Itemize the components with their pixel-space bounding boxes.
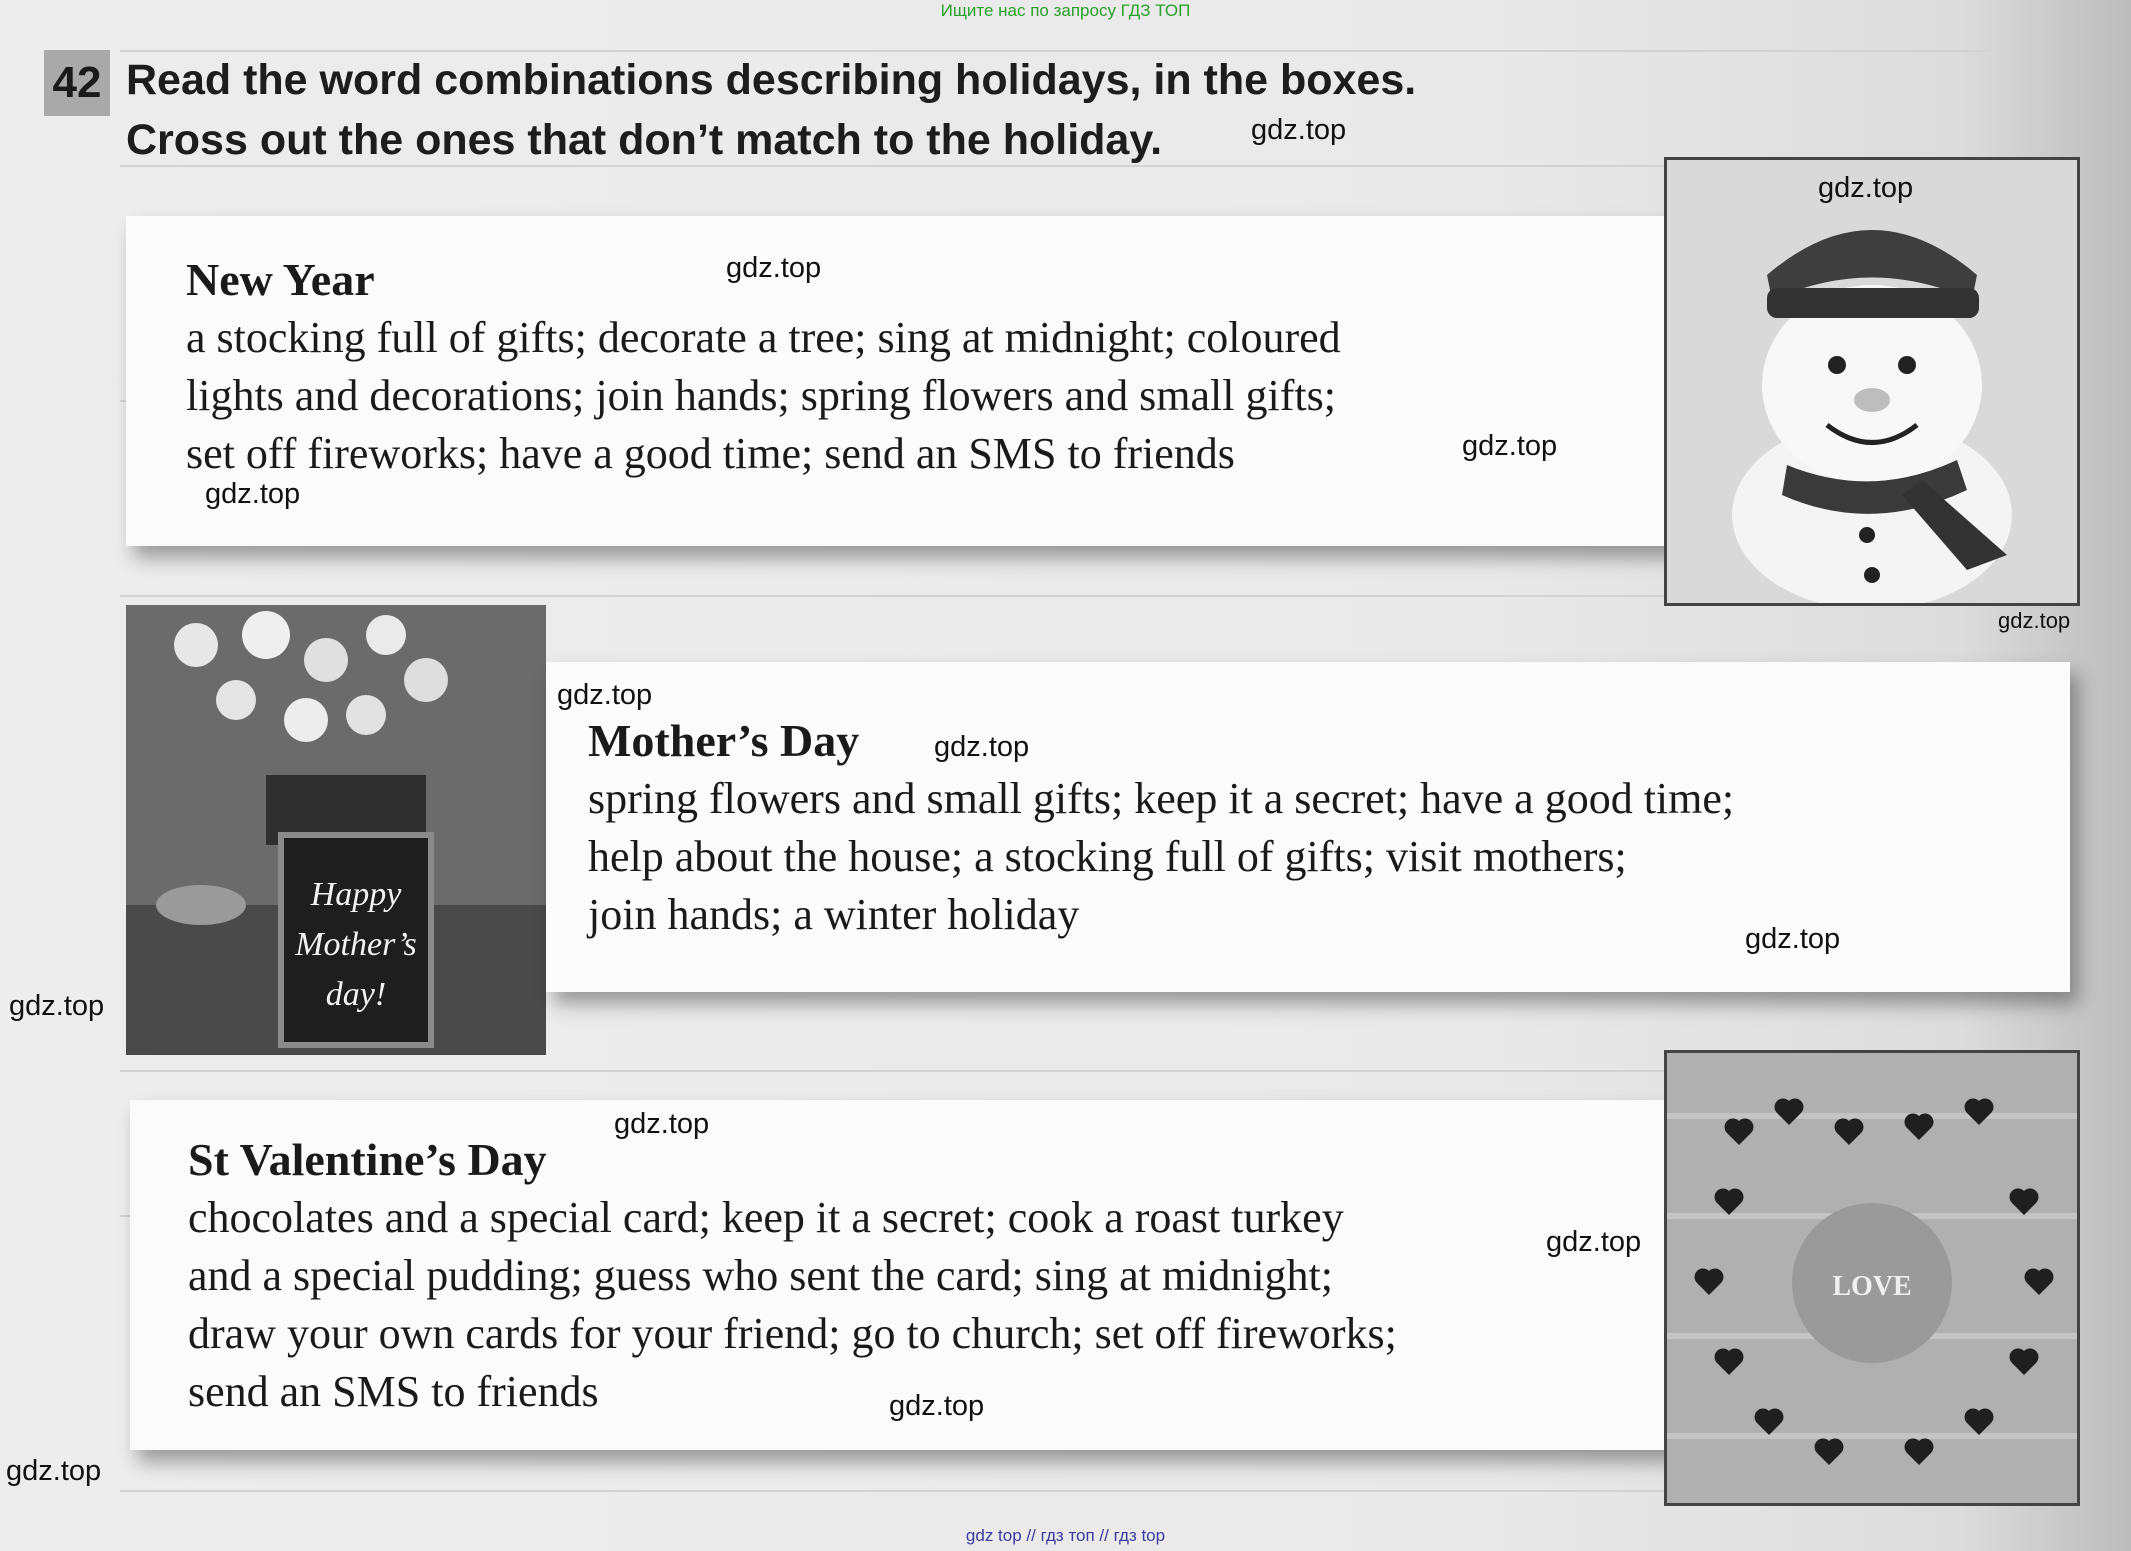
footer-watermark: gdz top // гдз топ // гдз top bbox=[965, 1526, 1166, 1545]
watermark: gdz.top bbox=[1462, 430, 1558, 462]
word-combinations-line: a stocking full of gifts; decorate a tree; sing at midnight; coloured bbox=[186, 313, 1341, 362]
task-number: 42 bbox=[44, 50, 110, 116]
word-combinations-line: set off fireworks; have a good time; send an SMS to friends bbox=[186, 429, 1235, 478]
word-combinations-line: lights and decorations; join hands; spring flowers and small gifts; bbox=[186, 371, 1336, 420]
watermark: gdz.top bbox=[1546, 1226, 1642, 1258]
watermark: gdz.top bbox=[1818, 172, 1914, 204]
watermark: gdz.top bbox=[934, 731, 1030, 763]
word-combinations-line: draw your own cards for your friend; go to church; set off fireworks; bbox=[188, 1309, 1397, 1358]
new-year-text bbox=[186, 251, 1341, 483]
holiday-name: Mother’s Day bbox=[588, 715, 860, 766]
watermark: gdz.top bbox=[557, 679, 653, 711]
watermark: gdz.top bbox=[1745, 923, 1841, 955]
snowman-photo bbox=[1664, 157, 2080, 606]
word-combinations-line: send an SMS to friends bbox=[188, 1367, 599, 1416]
snowman-illustration bbox=[1667, 160, 2077, 603]
watermark: gdz.top bbox=[1251, 114, 1347, 146]
task-title-line-2: Cross out the ones that don’t match to the holiday. bbox=[126, 116, 1163, 164]
sign-text-3: day! bbox=[325, 976, 387, 1013]
watermark: gdz.top bbox=[889, 1390, 985, 1422]
love-label: LOVE bbox=[1832, 1271, 1912, 1302]
flowers-illustration bbox=[126, 605, 546, 1055]
mothers-day-text bbox=[588, 712, 1734, 944]
mothers-day-photo bbox=[126, 605, 546, 1055]
hearts-illustration bbox=[1667, 1053, 2077, 1503]
task-instructions bbox=[126, 50, 1416, 170]
valentine-photo bbox=[1664, 1050, 2080, 1506]
sign-text-2: Mother’s bbox=[295, 926, 417, 963]
holiday-name: St Valentine’s Day bbox=[188, 1134, 547, 1185]
watermark: gdz.top bbox=[9, 990, 105, 1022]
watermark: gdz.top bbox=[6, 1455, 102, 1487]
watermark: gdz.top bbox=[614, 1108, 710, 1140]
watermark: gdz.top bbox=[1998, 608, 2071, 633]
watermark: gdz.top bbox=[726, 252, 822, 284]
word-combinations-line: help about the house; a stocking full of gifts; visit mothers; bbox=[588, 832, 1627, 881]
watermark: gdz.top bbox=[205, 478, 301, 510]
word-combinations-line: chocolates and a special card; keep it a secret; cook a roast turkey bbox=[188, 1193, 1344, 1242]
word-combinations-line: and a special pudding; guess who sent the card; sing at midnight; bbox=[188, 1251, 1334, 1300]
task-title-line-1: Read the word combinations describing holidays, in the boxes. bbox=[126, 56, 1417, 104]
word-combinations-line: spring flowers and small gifts; keep it a secret; have a good time; bbox=[588, 774, 1735, 823]
valentines-day-text bbox=[188, 1131, 1397, 1421]
sign-text-1: Happy bbox=[310, 876, 402, 913]
top-banner[interactable]: Ищите нас по запросу ГДЗ ТОП bbox=[940, 1, 1191, 20]
holiday-name: New Year bbox=[186, 254, 375, 305]
word-combinations-line: join hands; a winter holiday bbox=[588, 890, 1080, 939]
